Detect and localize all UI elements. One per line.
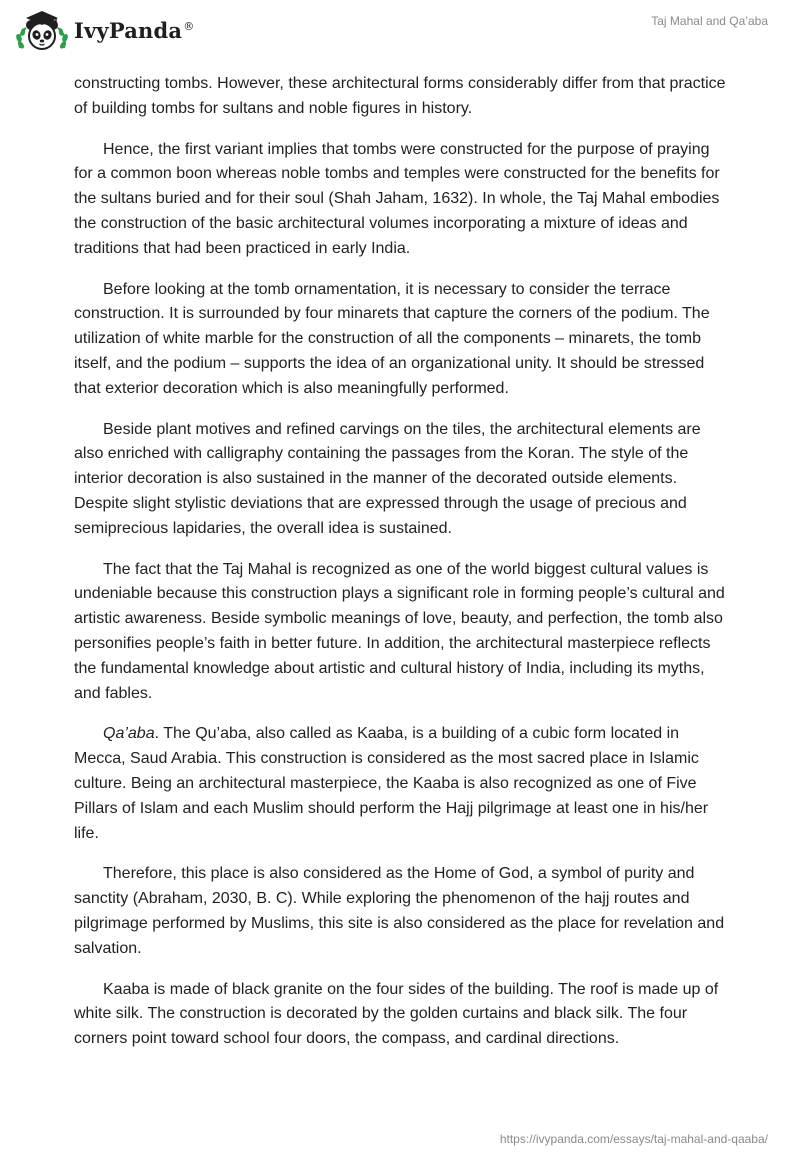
paragraph: Before looking at the tomb ornamentation, it is necessary to consider the terrace construction. It is surrounded by four minarets that capture the corners of the podium. The utilization of white marble for the construction of all the components – minarets, the tomb itself, and the podium – supports the idea of an organizational unity. It should be stressed that exterior decoration which is also meaningfully performed.	[74, 280, 710, 397]
panda-graduate-icon	[14, 8, 70, 52]
section-lead-title: Qa’aba	[103, 725, 155, 743]
source-url[interactable]: https://ivypanda.com/essays/taj-mahal-and-qaaba/	[499, 1132, 768, 1146]
paragraph: The fact that the Taj Mahal is recognized as one of the world biggest cultural values is undeniable because this construction plays a significant role in forming people’s cultural and artistic awareness. Beside symbolic meanings of love, beauty, and perfection, the tomb also personifies people’s faith in better future. In addition, the architectural masterpiece reflects the fundamental knowledge about artistic and cultural history of India, including its myths, and fables.	[74, 560, 725, 702]
paragraph: constructing tombs. However, these architectural forms considerably differ from that practice of building tombs for sultans and noble figures in history.	[74, 75, 726, 117]
paragraph: Therefore, this place is also considered as the Home of God, a symbol of purity and sanctity (Abraham, 2030, B. C). While exploring the phenomenon of the hajj routes and pilgrimage performed by Muslims, this site is also considered as the place for revelation and salvation.	[74, 865, 725, 957]
paragraph: Kaaba is made of black granite on the four sides of the building. The roof is made up of white silk. The construction is decorated by the golden curtains and black silk. The four corners point toward school four doors, the compass, and cardinal directions.	[74, 980, 719, 1048]
essay-body	[74, 72, 726, 1068]
paragraph: Hence, the first variant implies that tombs were constructed for the purpose of praying for a common boon whereas noble tombs and temples were constructed for the benefits for the sultans buried and for their soul (Shah Jaham, 1632). In whole, the Taj Mahal embodies the construction of the basic architectural volumes incorporating a mixture of ideas and traditions that had been practiced in early India.	[74, 140, 720, 257]
paragraph-text: . The Qu’aba, also called as Kaaba, is a building of a cubic form located in Mecca, Saud Arabia. This construction is considered as the most sacred place in Islamic culture. Being an architectural masterpiece, the Kaaba is also recognized as one of Five Pillars of Islam and each Muslim should perform the Hajj pilgrimage at least one in his/her life.	[74, 725, 709, 842]
paragraph	[74, 722, 726, 846]
running-title: Taj Mahal and Qa’aba	[651, 14, 768, 28]
brand-name: IvyPanda®	[74, 17, 195, 43]
page-header	[0, 0, 800, 60]
registered-mark: ®	[183, 19, 195, 33]
paragraph: Beside plant motives and refined carvings on the tiles, the architectural elements are also enriched with calligraphy containing the passages from the Koran. The style of the interior decoration is also sustained in the manner of the decorated outside elements. Despite slight stylistic deviations that are expressed through the usage of precious and semiprecious lapidaries, the overall idea is sustained.	[74, 420, 701, 537]
ivypanda-logo[interactable]	[14, 8, 194, 52]
